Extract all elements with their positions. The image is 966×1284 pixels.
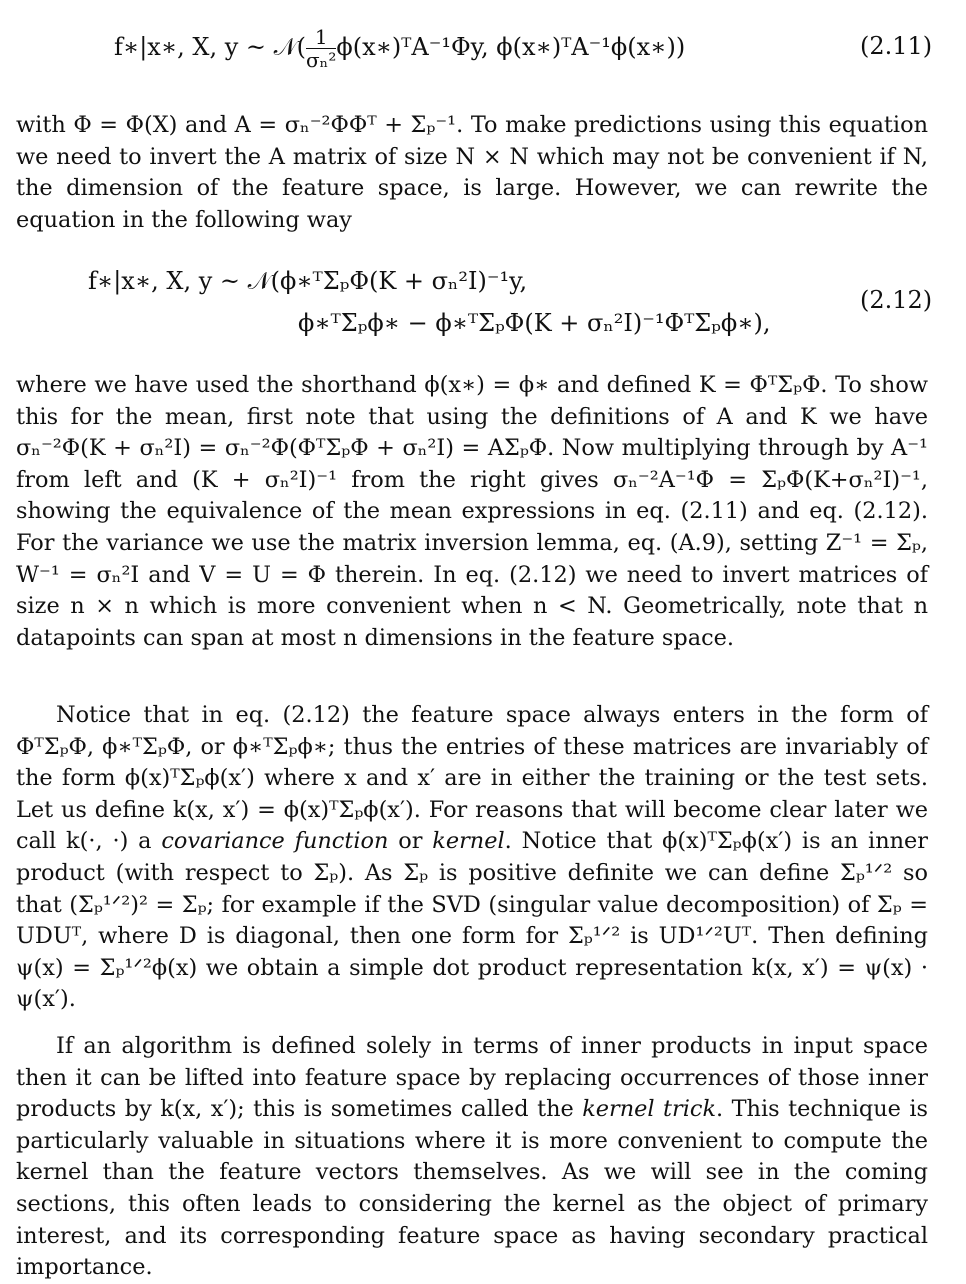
equation-2-11	[114, 26, 685, 71]
text-span: or	[388, 828, 433, 855]
term-kernel-trick: kernel trick	[582, 1096, 717, 1123]
paragraph-derivation: where we have used the shorthand ϕ(x∗) = ϕ∗ and defined K = ΦᵀΣₚΦ. To show this for the mean, first note that using the definitions of A and K we have σₙ⁻²Φ(K + σₙ²I) = σₙ⁻²Φ(ΦᵀΣₚΦ + σₙ²I) = AΣₚΦ. Now multiplying through by A⁻¹ from left and (K + σₙ²I)⁻¹ from the right gives σₙ⁻²A⁻¹Φ = ΣₚΦ(K+σₙ²I)⁻¹, showing the equivalence of the mean expressions in eq. (2.11) and eq. (2.12). For the variance we use the matrix inversion lemma, eq. (A.9), setting Z⁻¹ = Σₚ, W⁻¹ = σₙ²I and V = U = Φ therein. In eq. (2.12) we need to invert matrices of size n × n which is more convenient when n < N. Geometrically, note that n datapoints can span at most n dimensions in the feature space.	[16, 372, 928, 651]
equation-2-11-lhs: f∗|x∗, X, y ~ 𝒩(	[114, 33, 307, 61]
equation-2-12-line-1: f∗|x∗, X, y ~ 𝒩(ϕ∗ᵀΣₚΦ(K + σₙ²I)⁻¹y,	[88, 267, 528, 295]
paragraph-kernel-definition	[16, 700, 928, 1016]
term-covariance-function: covariance function	[161, 828, 389, 855]
term-kernel: kernel	[432, 828, 505, 855]
equation-2-11-rhs: ϕ(x∗)ᵀA⁻¹Φy, ϕ(x∗)ᵀA⁻¹ϕ(x∗))	[336, 33, 686, 61]
paragraph-kernel-trick	[16, 1031, 928, 1284]
equation-2-11-fraction	[306, 26, 336, 71]
paragraph-intro: with Φ = Φ(X) and A = σₙ⁻²ΦΦᵀ + Σₚ⁻¹. To make predictions using this equation we need to invert the A matrix of size N × N which may not be convenient if N, the dimension of the feature space, is large. However, we can rewrite the equation in the following way	[16, 112, 928, 233]
fraction-denominator: σₙ²	[306, 48, 337, 72]
equation-number-2-11: (2.11)	[860, 32, 933, 60]
text-span: . Notice that ϕ(x)ᵀΣₚϕ(x′) is an inner product (with respect to Σₚ). As Σₚ is positive definite we can define Σₚ¹ᐟ² so that (Σₚ¹ᐟ²)² = Σₚ; for example if the SVD (singular value decomposition) of Σₚ = UDUᵀ, where D is diagonal, then one form for Σₚ¹ᐟ² is UD¹ᐟ²Uᵀ. Then defining ψ(x) = Σₚ¹ᐟ²ϕ(x) we obtain a simple dot product representation k(x, x′) = ψ(x) · ψ(x′).	[16, 828, 929, 1013]
equation-2-12-line-2: ϕ∗ᵀΣₚϕ∗ − ϕ∗ᵀΣₚΦ(K + σₙ²I)⁻¹ΦᵀΣₚϕ∗),	[298, 309, 771, 337]
fraction-numerator: 1	[306, 26, 336, 49]
text-span: Notice that in eq. (2.12) the feature space always enters in the form of ΦᵀΣₚΦ, ϕ∗ᵀΣₚΦ, or ϕ∗ᵀΣₚϕ∗; thus the entries of these matrices are invariably of the form ϕ(x)ᵀΣₚϕ(x′) where x and x′ are in either the training or the test sets. Let us define k(x, x′) = ϕ(x)ᵀΣₚϕ(x′). For reasons that will become clear later we call k(·, ·) a	[16, 702, 928, 855]
text-span: . This technique is particularly valuable in situations where it is more convenient to compute the kernel than the feature vectors themselves. As we will see in the coming sections, this often leads to considering the kernel as the object of primary interest, and its corresponding feature space as having secondary practical importance.	[16, 1096, 928, 1281]
text-span: If an algorithm is defined solely in terms of inner products in input space then it can be lifted into feature space by replacing occurrences of those inner products by k(x, x′); this is sometimes called the	[16, 1033, 928, 1123]
equation-number-2-12: (2.12)	[860, 286, 933, 314]
